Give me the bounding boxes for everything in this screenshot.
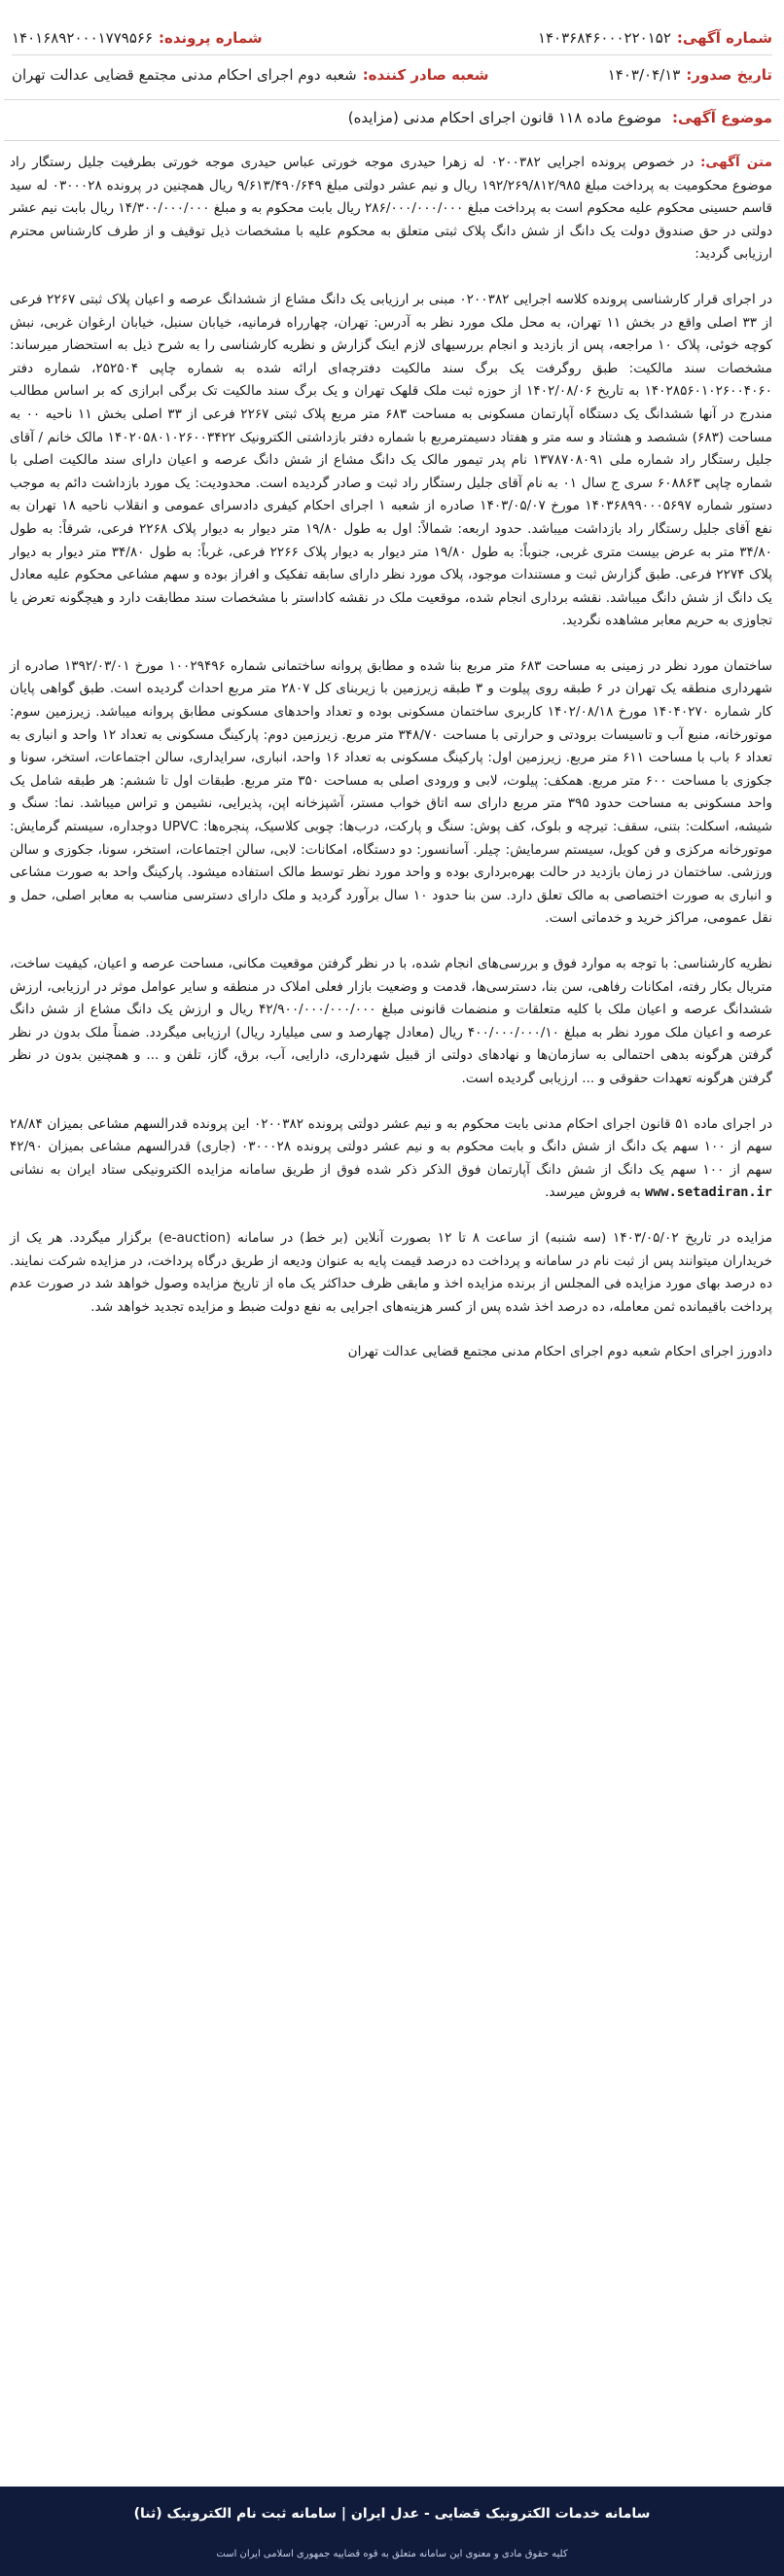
ad-signature: دادورز اجرای احکام شعبه دوم اجرای احکام مدنی مجتمع قضایی عدالت تهران [347,1344,772,1360]
issuer-label: شعبه صادر کننده: [362,66,489,84]
subject-label: موضوع آگهی: [671,109,772,126]
footer-copyright: کلیه حقوق مادی و معنوی این سامانه متعلق به قوه قضاییه جمهوری اسلامی ایران است [216,2549,568,2559]
meta-row-issue [12,60,772,89]
ad-paragraph-5-text: در اجرای ماده ۵۱ قانون اجرای احکام مدنی بابت محکوم به و نیم عشر دولتی پرونده ۰۲۰۰۳۸۲ این پرونده قدرالسهم مشاعی بمیزان ۲۸/۸۴ سهم از ۱۰۰ سهم یک دانگ از شش دانگ و بابت محکوم به و نیم عشر دولتی پرونده ۰۳۰۰۰۲۸ (جاری) قدرالسهم مشاعی بمیزان ۴۲/۹۰ سهم از ۱۰۰ سهم یک دانگ از شش دانگ آپارتمان فوق الذکر ذکر شده فوق از طریق سامانه مزایده الکترونیکی ستاد ایران به نشانی [10,1115,773,1178]
case-number-label: شماره پرونده: [159,29,263,47]
header-bottom-divider [4,99,780,100]
ad-header [8,4,776,97]
site-footer [0,2487,784,2576]
ad-number: ۱۴۰۳۶۸۴۶۰۰۰۲۲۰۱۵۲ [537,29,671,47]
date-cell [608,66,772,84]
subject-divider [4,140,780,141]
case-number: ۱۴۰۱۶۸۹۲۰۰۰۱۷۷۹۵۶۶ [12,29,154,47]
ad-number-cell [538,29,772,47]
date-label: تاریخ صدور: [686,66,772,84]
ad-paragraph-3: ساختمان مورد نظر در زمینی به مساحت ۶۸۳ متر مربع بنا شده و مطابق پروانه ساختمانی شماره ۱۰۰۲۹۴۹۶ مورخ ۱۳۹۲/۰۳/۰۱ صادره از شهرداری منطقه یک تهران در ۶ طبقه روی پیلوت و ۳ طبقه زیرزمین با زیربنای کل ۲۸۰۷ متر مربع احداث گردیده است. طبق گواهی پایان کار شماره ۱۴۰۴۰۲۷۰ مورخ ۱۴۰۲/۰۸/۱۸ کاربری ساختمان مسکونی بوده و تعداد واحدهای مسکونی مطابق پروانه میباشد. زیرزمین سوم: موتورخانه، منبع آب و تاسیسات برودتی و حرارتی با مساحت ۳۴۸/۷۰ متر مربع. زیرزمین دوم: پارکینگ مسکونی به تعداد ۱۲ واحد و انباری به تعداد ۶ باب با مساحت ۶۱۱ متر مربع. زیرزمین اول: پارکینگ مسکونی به تعداد ۱۶ واحد، انباری، سرایداری، سالن اجتماعات، استخر، سونا و جکوزی با مساحت ۶۰۰ متر مربع. همکف: پیلوت، لابی و ورودی اصلی به مساحت ۳۵۰ متر مربع. طبقات اول تا ششم: هر طبقه شامل یک واحد مسکونی به مساحت حدود ۳۹۵ متر مربع دارای سه اتاق خواب مستر، آشپزخانه اپن، پذیرایی، نشیمن و تراس میباشد. نما: سنگ و شیشه، اسکلت: بتنی، سقف: تیرچه و بلوک، کف پوش: سنگ و پارکت، درب‌ها: چوبی کلاسیک، پنجره‌ها: UPVC دوجداره، سیستم گرمایش: موتورخانه مرکزی و فن کویل، سیستم سرمایش: چیلر. آسانسور: دو دستگاه، امکانات: لابی، سالن اجتماعات، استخر، سونا، جکوزی و سالن ورزشی. ساختمان در زمان بازدید در حالت بهره‌برداری بوده و واحد مورد نظر توسط مالک استفاده میشود. پارکینگ واحد به صورت مشاعی و انباری به صورت اختصاصی به مالک تعلق دارد. سن بنا حدود ۱۰ سال برآورد گردید و ملک دارای دسترسی مناسب به معابر اصلی، حمل و نقل عمومی، مراکز خرید و خدماتی است. [10,657,773,927]
body-label: متن آگهی: [699,155,772,170]
ad-paragraph-4: نظریه کارشناسی: با توجه به موارد فوق و بررسی‌های انجام شده، با در نظر گرفتن موقعیت مکانی، مساحت عرصه و اعیان، کیفیت ساخت، متریال بکار رفته، امکانات رفاهی، سن بنا، دسترسی‌ها، قدمت و وضعیت بازار فعلی املاک در منطقه و سایر عوامل موثر در ارزیابی، ارزش ششدانگ عرصه و اعیان ملک با کلیه متعلقات و منضمات قانونی مبلغ ۴۲/۹۰۰/۰۰۰/۰۰۰/۰۰۰ ریال و ارزش یک دانگ مشاع از شش دانگ عرصه و اعیان ملک مورد نظر به مبلغ ۴۰۰/۰۰۰/۰۰۰/۱۰ ریال (معادل چهارصد و سی میلیارد ریال) ارزیابی میگردد. ضمناً ملک بدون در نظر گرفتن هرگونه بدهی احتمالی به سازمان‌ها و نهادهای دولتی از قبیل شهرداری، دارایی، آب، برق، گاز، تلفن و ... و همچنین بدون در نظر گرفتن هرگونه تعهدات حقوقی و ... ارزیابی گردیده است. [10,956,772,1086]
ad-paragraph-2: در اجرای قرار کارشناسی پرونده کلاسه اجرایی ۰۲۰۰۳۸۲ مبنی بر ارزیابی یک دانگ مشاع از ششدانگ عرصه و اعیان پلاک ثبتی ۲۲۶۷ فرعی از ۳۳ اصلی واقع در بخش ۱۱ تهران، به محل ملک مورد نظر به آدرس: تهران، چهارراه فرمانیه، خیابان سنبل، خیابان ارغوان غربی، نبش کوچه خوئی، پلاک ۱۰ مراجعه، پس از بازدید و انجام بررسیهای لازم اینک گزارش و نظریه کارشناسی را به شرح ذیل به استحضار میرساند: مشخصات سند مالکیت: طبق روگرفت یک برگ سند مالکیت دفترچه‌ای ارائه شده به شماره چاپی ۲۵۲۵۰۴، شماره دفتر ۱۴۰۲۸۵۶۰۱۰۲۶۰۰۴۰۶۰ به تاریخ ۱۴۰۲/۰۸/۰۶ از حوزه ثبت ملک قلهک تهران و یک برگ سند مالکیت تک برگی ابرازی که بر اساس مطالب مندرج در آنها ششدانگ یک دستگاه آپارتمان مسکونی به مساحت ۶۸۳ متر مربع پلاک ثبتی ۲۲۶۷ فرعی از ۳۳ اصلی بخش ۱۱ ناحیه ۰۰ به مساحت (۶۸۳) ششصد و هشتاد و سه متر و هفتاد دسیمترمربع با شماره دفتر بازداشتی الکترونیک ۱۴۰۲۰۵۸۰۱۰۲۶۰۰۳۴۲۲ مالک خانم / آقای جلیل رستگار راد شماره ملی ۱۳۷۸۷۰۸۰۹۱ نام پدر تیمور مالک یک دانگ مشاع از شش دانگ عرصه و اعیان دارای سند مالکیت اصلی با شماره چاپی ۶۰۸۸۶۳ سری ج سال ۰۱ به نام آقای جلیل رستگار راد ثبت و صادر گردیده است. محدودیت: یک مورد بازداشت دائم به موجب دستور شماره ۱۴۰۳۶۸۹۹۰۰۰۵۶۹۷ مورخ ۱۴۰۳/۰۵/۰۷ صادره از شعبه ۱ اجرای احکام کیفری دادسرای عمومی و انقلاب ناحیه ۱۸ تهران به نفع آقای جلیل رستگار راد بازداشت میباشد. حدود اربعه: شمالاً: اول به طول ۱۹/۸۰ متر دیوار به دیوار پلاک ۲۲۶۸ فرعی، شرقاً: به طول ۳۴/۸۰ متر به عرض بیست متری غربی، جنوباً: به طول ۱۹/۸۰ متر دیوار به دیوار پلاک ۲۲۶۶ فرعی، غرباً: به طول ۳۴/۸۰ متر دیوار به دیوار پلاک ۲۲۷۴ فرعی. طبق گزارش ثبت و مستندات موجود، پلاک مورد نظر دارای سابقه تفکیک و افراز بوده و سهم مشاعی محکوم علیه معادل یک دانگ از شش دانگ میباشد. نقشه برداری انجام شده، موقعیت ملک در نقشه کاداستر با مشخصات سند مطابقت دارد و هیچگونه تعرض یا تجاوزی به حریم معابر مشاهده نگردید. [10,291,773,629]
ad-paragraph-5 [10,1113,772,1205]
footer-title: سامانه خدمات الکترونیک قضایی - عدل ایران | سامانه ثبت نام الکترونیک (ثنا) [133,2506,651,2522]
ad-paragraph-6: مزایده در تاریخ ۱۴۰۳/۰۵/۰۲ (سه شنبه) از ساعت ۸ تا ۱۲ بصورت آنلاین (بر خط) در سامانه (e-auction) برگزار میگردد. هر یک از خریداران میتوانند پس از ثبت نام در سامانه و پرداخت ده درصد قیمت پایه به عنوان ودیعه از طریق درگاه پرداخت، در مزایده شرکت نمایند. ده درصد بهای مورد مزایده فی المجلس از برنده مزایده اخذ و مابقی ظرف حداکثر یک ماه از تاریخ مزایده وصول خواهد شد در صورت عدم پرداخت باقیمانده ثمن معامله، ده درصد اخذ شده پس از کسر هزینه‌های اجرایی به نفع دولت ضبط و مزایده تجدید خواهد شد. [10,1229,772,1315]
case-number-cell [12,29,263,47]
ad-subject [14,109,772,126]
issuer-cell [12,66,489,84]
header-divider [12,54,772,55]
ad-paragraph-1 [10,152,772,266]
setadiran-link[interactable]: www.setadiran.ir [645,1184,772,1201]
subject-text: موضوع ماده ۱۱۸ قانون اجرای احکام مدنی (مزایده) [347,109,662,126]
ad-body [10,152,772,1387]
meta-row-numbers [12,23,772,53]
issuer: شعبه دوم اجرای احکام مدنی مجتمع قضایی عدالت تهران [12,66,357,84]
ad-paragraph-5-end: به فروش میرسد. [545,1184,641,1201]
ad-paragraph-1-text: در خصوص پرونده اجرایی ۰۲۰۰۳۸۲ له زهرا حیدری موجه خورتی عباس حیدری موجه خورتی بطرفیت جلیل رستگار راد موضوع محکومیت به پرداخت مبلغ ۱۹۲/۲۶۹/۸۱۲/۹۸۵ ریال و نیم عشر دولتی مبلغ ۹/۶۱۳/۴۹۰/۶۴۹ ریال همچنین در پرونده ۰۳۰۰۰۲۸ له سید قاسم حسینی محکوم علیه محکوم است به پرداخت مبلغ ۲۸۶/۰۰۰/۰۰۰/۰۰۰ ریال بابت محکوم به و مبلغ ۱۴/۳۰۰/۰۰۰/۰۰۰ ریال بابت نیم عشر دولتی در حق صندوق دولت یک دانگ از شش دانگ پلاک ثبتی متعلق به محکوم علیه با مشخصات ذیل توقیف و از طرف کارشناس محترم ارزیابی گردید: [10,155,772,263]
issue-date: ۱۴۰۳/۰۴/۱۳ [607,66,681,84]
ad-number-label: شماره آگهی: [676,29,772,47]
